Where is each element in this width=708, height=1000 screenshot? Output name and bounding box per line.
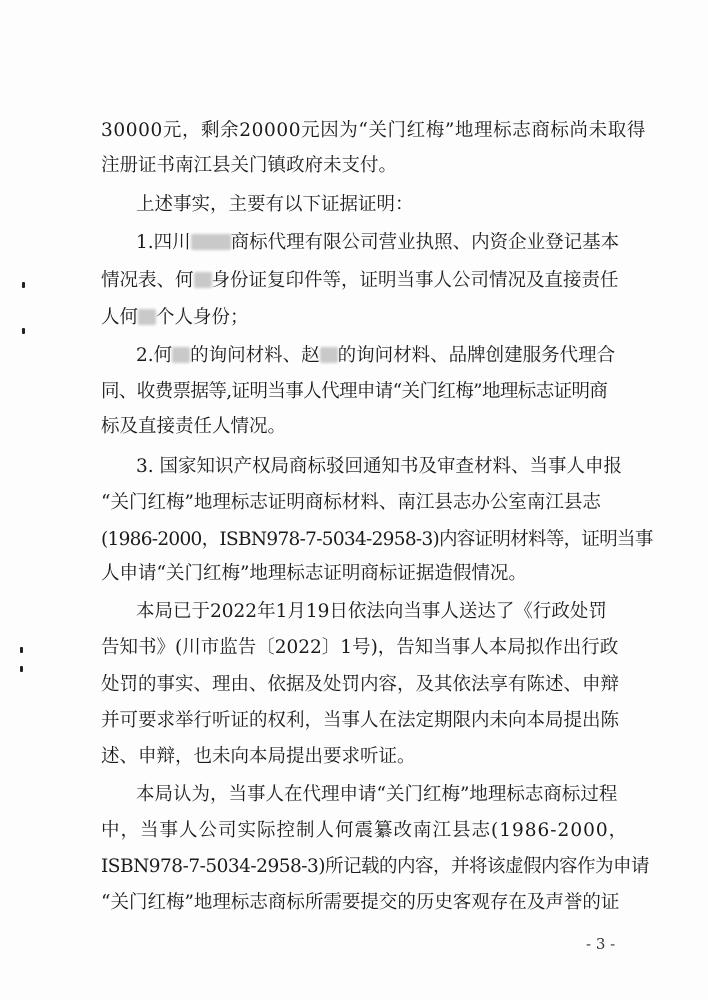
text-line-19: 本局认为，当事人在代理申请“关门红梅”地理标志商标过程 [136, 784, 618, 805]
text-line-7 [136, 345, 615, 367]
text-line-8: 同、收费票据等,证明当事人代理申请“关门红梅”地理标志证明商 [101, 381, 608, 402]
text-line-11: “关门红梅”地理标志证明商标材料、南江县志办公室南江县志 [101, 492, 601, 513]
redacted-name [172, 347, 190, 363]
text-segment: 商标代理有限公司营业执照、内资企业登记基本 [230, 232, 620, 253]
text-segment: 个人身份； [156, 307, 249, 328]
text-segment: 的询问材料、品牌创建服务代理合 [337, 345, 616, 366]
text-segment: 的询问材料、赵 [190, 345, 320, 366]
scan-mark [22, 328, 25, 334]
text-line-10: 3. 国家知识产权局商标驳回通知书及审查材料、当事人申报 [136, 456, 623, 477]
page-number: - 3 - [586, 935, 616, 953]
text-line-17: 并可要求举行听证的权利，当事人在法定期限内未向本局提出陈 [101, 710, 620, 731]
text-segment: 身份证复印件等，证明当事人公司情况及直接责任 [211, 270, 619, 291]
text-line-9: 标及直接责任人情况。 [101, 416, 287, 437]
text-line-12: (1986-2000，ISBN978-7-5034-2958-3)内容证明材料等，证明当事 [101, 529, 653, 550]
text-line-2: 注册证书南江县关门镇政府未支付。 [101, 155, 398, 176]
text-line-13: 人申请“关门红梅”地理标志证明商标证据造假情况。 [101, 563, 527, 584]
scan-mark [20, 647, 23, 653]
text-line-14: 本局已于2022年1月19日依法向当事人送达了《行政处罚 [136, 601, 607, 622]
text-line-18: 述、申辩，也未向本局提出要求听证。 [101, 746, 416, 767]
text-line-4 [136, 232, 619, 254]
text-line-6 [101, 307, 249, 329]
redacted-name [320, 347, 338, 363]
text-line-1: 30000元，剩余20000元因为“关门红梅”地理标志商标尚未取得 [101, 120, 646, 141]
scan-mark [22, 282, 25, 288]
text-line-3: 上述事实，主要有以下证据证明： [136, 194, 414, 215]
text-line-5 [101, 270, 619, 292]
text-line-22: “关门红梅”地理标志商标所需要提交的历史客观存在及声誉的证 [101, 892, 620, 913]
scan-mark [20, 666, 23, 672]
text-segment: 2.何 [136, 345, 173, 366]
redacted-name [191, 234, 231, 250]
text-segment: 1.四川 [136, 232, 191, 253]
text-line-15: 告知书》(川市监告〔2022〕1号)，告知当事人本局拟作出行政 [101, 637, 619, 658]
redacted-name [194, 272, 212, 288]
text-segment: 情况表、何 [101, 270, 194, 291]
text-line-16: 处罚的事实、理由、依据及处罚内容，及其依法享有陈述、申辩 [101, 674, 620, 695]
text-segment: 人何 [101, 307, 139, 328]
redacted-name [138, 309, 156, 325]
text-line-20: 中，当事人公司实际控制人何震纂改南江县志(1986-2000， [101, 820, 629, 841]
text-line-21: ISBN978-7-5034-2958-3)所记载的内容，并将该虚假内容作为申请 [101, 856, 650, 877]
